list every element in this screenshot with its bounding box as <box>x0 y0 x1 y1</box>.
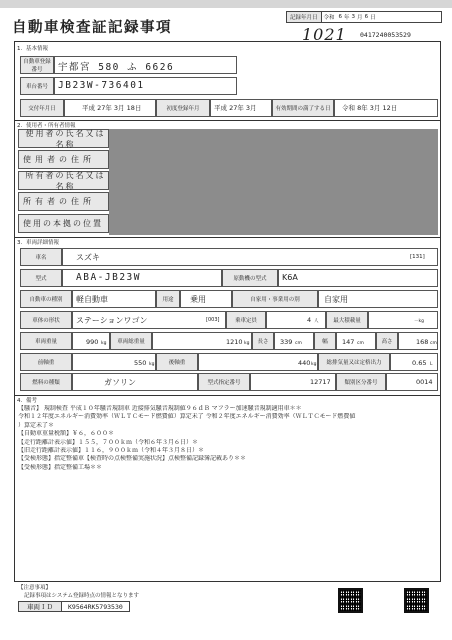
use-cell <box>180 290 232 308</box>
capacity-unit: 人 <box>314 319 319 324</box>
section-basic-heading: 1．基本情報 <box>17 46 48 52</box>
section-remarks-heading: 4．備考 <box>17 398 37 404</box>
model-value: ABA-JB23W <box>76 272 141 283</box>
length-value: 339 <box>280 338 293 346</box>
remarks-line: 【自動車重量税額】￥６，６００＊ <box>18 430 115 438</box>
gross-weight-label: 車両総重量 <box>110 332 152 350</box>
document-number: 0417240053529 <box>360 31 411 39</box>
section-vehicle-heading: 3．車両詳細情報 <box>17 240 59 246</box>
front-axle-label: 前軸重 <box>20 353 72 371</box>
vehicle-type-value: 軽自動車 <box>76 295 108 304</box>
record-date-day: 6 <box>364 14 369 20</box>
expiry-value: 令和 8年 3月 12日 <box>342 104 398 112</box>
body-code: [003] <box>206 317 220 323</box>
chassis-label: 車台番号 <box>20 77 54 95</box>
width-value: 147 <box>342 338 355 346</box>
car-id-label: 車両ＩＤ <box>19 602 62 611</box>
section-divider <box>14 237 441 238</box>
private-label: 自家用・事業用の別 <box>232 290 318 308</box>
document-title: 自動車検査証記録事項 <box>12 20 172 36</box>
gross-weight-value: 1210 <box>226 338 243 346</box>
approval-label: 型式指定番号 <box>198 373 250 391</box>
weight-unit: kg <box>101 341 107 346</box>
engine-label: 原動機の型式 <box>222 269 278 287</box>
remarks-block <box>18 405 436 472</box>
record-date-month: 3 <box>351 14 356 20</box>
remarks-line: 【旧走行距離計表示値】１１６，９００ｋｍ（令和４年３月８日）＊ <box>18 447 205 455</box>
base-location-label: 使用の本拠の位置 <box>18 214 109 233</box>
category-label: 類別区分番号 <box>336 373 386 391</box>
qr-code-icon <box>404 588 429 613</box>
section-divider <box>14 120 441 121</box>
use-label: 用途 <box>156 290 180 308</box>
record-date-era: 令和 <box>323 15 335 21</box>
record-date-year-unit: 年 <box>344 15 350 21</box>
chassis-value: JB23W-736401 <box>58 80 145 91</box>
displacement-label: 総排気量又は定格出力 <box>318 353 390 371</box>
section-divider <box>14 395 441 396</box>
rear-axle-value: 440 <box>298 359 311 367</box>
record-date-label: 記録年月日 <box>287 12 322 22</box>
record-date-box <box>286 11 442 23</box>
user-name-label: 使用者の氏名又は名称 <box>18 129 109 148</box>
use-value: 乗用 <box>190 295 206 304</box>
notes-text: 記録事項はシステム登録時点の情報となります <box>24 593 139 599</box>
gross-weight-unit: kg <box>244 341 250 346</box>
record-date-month-unit: 月 <box>357 15 363 21</box>
front-axle-unit: kg <box>149 362 155 367</box>
rear-axle-unit: kg <box>311 362 317 367</box>
displacement-value: 0.65 <box>412 359 427 367</box>
remarks-line: ）算定未了＊ <box>18 421 55 429</box>
capacity-label: 乗車定員 <box>226 311 266 329</box>
height-unit: cm <box>430 341 437 346</box>
height-label: 高さ <box>376 332 398 350</box>
registration-value: 宇都宮 580 ふ 6626 <box>58 62 175 73</box>
model-label: 型式 <box>20 269 62 287</box>
first-registration-label: 初度登録年月 <box>156 99 210 117</box>
weight-label: 車両重量 <box>20 332 72 350</box>
car-id-value: K9564RK5793530 <box>68 602 123 611</box>
scan-edge <box>0 0 452 8</box>
owner-name-label: 所有者の氏名又は名称 <box>18 171 109 190</box>
user-address-label: 使用者の住所 <box>18 150 109 169</box>
vehicle-type-label: 自動車の種別 <box>20 290 72 308</box>
width-label: 幅 <box>314 332 336 350</box>
length-unit: cm <box>295 341 302 346</box>
make-value: スズキ <box>76 253 100 262</box>
engine-cell <box>278 269 438 287</box>
body-label: 車体の形状 <box>20 311 72 329</box>
approval-value: 12717 <box>310 378 331 386</box>
max-load-cell <box>368 311 438 329</box>
front-axle-value: 550 <box>134 359 147 367</box>
make-cell <box>62 248 438 266</box>
displacement-unit: L <box>430 362 433 367</box>
fuel-label: 燃料の種類 <box>20 373 72 391</box>
category-value: 0014 <box>416 378 433 386</box>
registration-label: 自動車登録番号 <box>20 56 54 74</box>
remarks-line: 【受検形態】指定整備車【検査時の点検整備実施状況】点検整備記録簿記載あり＊＊ <box>18 455 247 463</box>
notes-heading: 【注意事項】 <box>18 585 52 591</box>
handwritten-number: 1021 <box>302 25 347 44</box>
max-load-label: 最大積載量 <box>326 311 368 329</box>
issue-date-label: 交付年月日 <box>20 99 64 117</box>
body-value: ステーションワゴン <box>76 316 148 325</box>
notes-block <box>18 584 139 600</box>
issue-date-value: 平成 27年 3月 18日 <box>82 104 142 112</box>
first-registration-value: 平成 27年 3月 <box>214 104 257 112</box>
capacity-value: 4 <box>307 316 312 324</box>
make-label: 車名 <box>20 248 62 266</box>
remarks-line: 【騒音】 規制検査 平成１０年騒音規制車 近接排気騒音規制値９６ｄＢ マフラー加速騒音規制適用車＊＊ <box>18 405 302 412</box>
car-id-box <box>18 601 130 612</box>
expiry-label: 有効期間の満了する日 <box>272 99 334 117</box>
height-value: 168 <box>416 338 429 346</box>
weight-value: 990 <box>86 338 99 346</box>
remarks-line: 【走行距離計表示値】１５５，７００ｋｍ（令和６年３月６日）＊ <box>18 438 199 446</box>
rear-axle-label: 後軸重 <box>156 353 198 371</box>
engine-value: K6A <box>282 273 298 282</box>
private-value: 自家用 <box>324 295 348 304</box>
qr-code-icon <box>338 588 363 613</box>
fuel-value: ガソリン <box>104 378 136 387</box>
length-label: 長さ <box>252 332 274 350</box>
width-unit: cm <box>357 341 364 346</box>
remarks-line: 令和１２年度エネルギー消費効率（ＷＬＴＣモード燃費値）算定未了 令和２年度エネルギー消費効率（ＷＬＴＣモード燃費値 <box>18 413 356 421</box>
record-date-year: 6 <box>338 14 343 20</box>
record-date-day-unit: 日 <box>370 15 376 21</box>
redaction-block <box>109 129 438 235</box>
max-load-unit: －kg <box>414 319 424 324</box>
section-owner-heading: 2．使用者・所有者情報 <box>17 123 76 129</box>
remarks-line: 【受検形態】指定整備工場＊＊ <box>18 463 103 471</box>
make-code: [131] <box>410 254 425 260</box>
owner-address-label: 所有者の住所 <box>18 192 109 211</box>
